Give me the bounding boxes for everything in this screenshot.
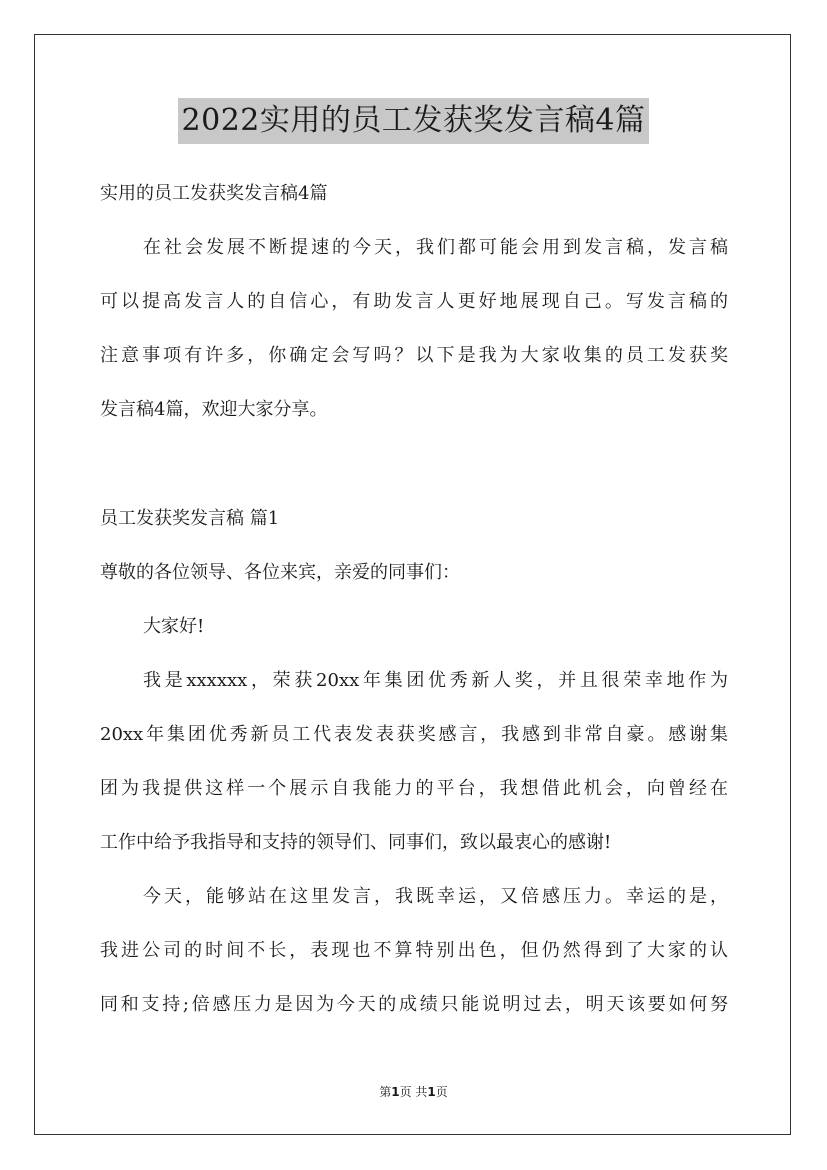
body-line-7: 同和支持;倍感压力是因为今天的成绩只能说明过去，明天该要如何努 bbox=[100, 994, 728, 1015]
subtitle-line: 实用的员工发获奖发言稿4篇 bbox=[100, 183, 328, 204]
greeting-line: 大家好! bbox=[143, 616, 205, 637]
body-line-3: 团为我提供这样一个展示自我能力的平台，我想借此机会，向曾经在 bbox=[100, 778, 728, 799]
body-line-2: 20xx年集团优秀新员工代表发表获奖感言，我感到非常自豪。感谢集 bbox=[100, 724, 728, 745]
body-line-4: 工作中给予我指导和支持的领导们、同事们，致以最衷心的感谢! bbox=[100, 832, 612, 853]
footer-suffix: 页 bbox=[435, 1085, 448, 1099]
footer-mid: 页 共 bbox=[399, 1085, 428, 1099]
intro-line-1: 在社会发展不断提速的今天，我们都可能会用到发言稿，发言稿 bbox=[143, 237, 728, 258]
intro-line-4: 发言稿4篇，欢迎大家分享。 bbox=[100, 399, 328, 420]
intro-line-2: 可以提高发言人的自信心，有助发言人更好地展现自己。写发言稿的 bbox=[100, 291, 728, 312]
section-heading: 员工发获奖发言稿 篇1 bbox=[100, 508, 280, 529]
footer-prefix: 第 bbox=[379, 1085, 392, 1099]
footer-page-total: 1 bbox=[427, 1085, 436, 1099]
body-line-5: 今天，能够站在这里发言，我既幸运，又倍感压力。幸运的是， bbox=[143, 886, 728, 907]
title-wrap bbox=[0, 98, 827, 144]
intro-line-3: 注意事项有许多，你确定会写吗？以下是我为大家收集的员工发获奖 bbox=[100, 345, 728, 366]
body-line-1: 我是xxxxxx，荣获20xx年集团优秀新人奖，并且很荣幸地作为 bbox=[143, 670, 728, 691]
page-footer bbox=[0, 1083, 827, 1101]
salutation-line: 尊敬的各位领导、各位来宾，亲爱的同事们： bbox=[100, 562, 460, 583]
body-line-6: 我进公司的时间不长，表现也不算特别出色，但仍然得到了大家的认 bbox=[100, 940, 728, 961]
document-title: 2022实用的员工发获奖发言稿4篇 bbox=[178, 98, 650, 144]
footer-page-current: 1 bbox=[391, 1085, 400, 1099]
